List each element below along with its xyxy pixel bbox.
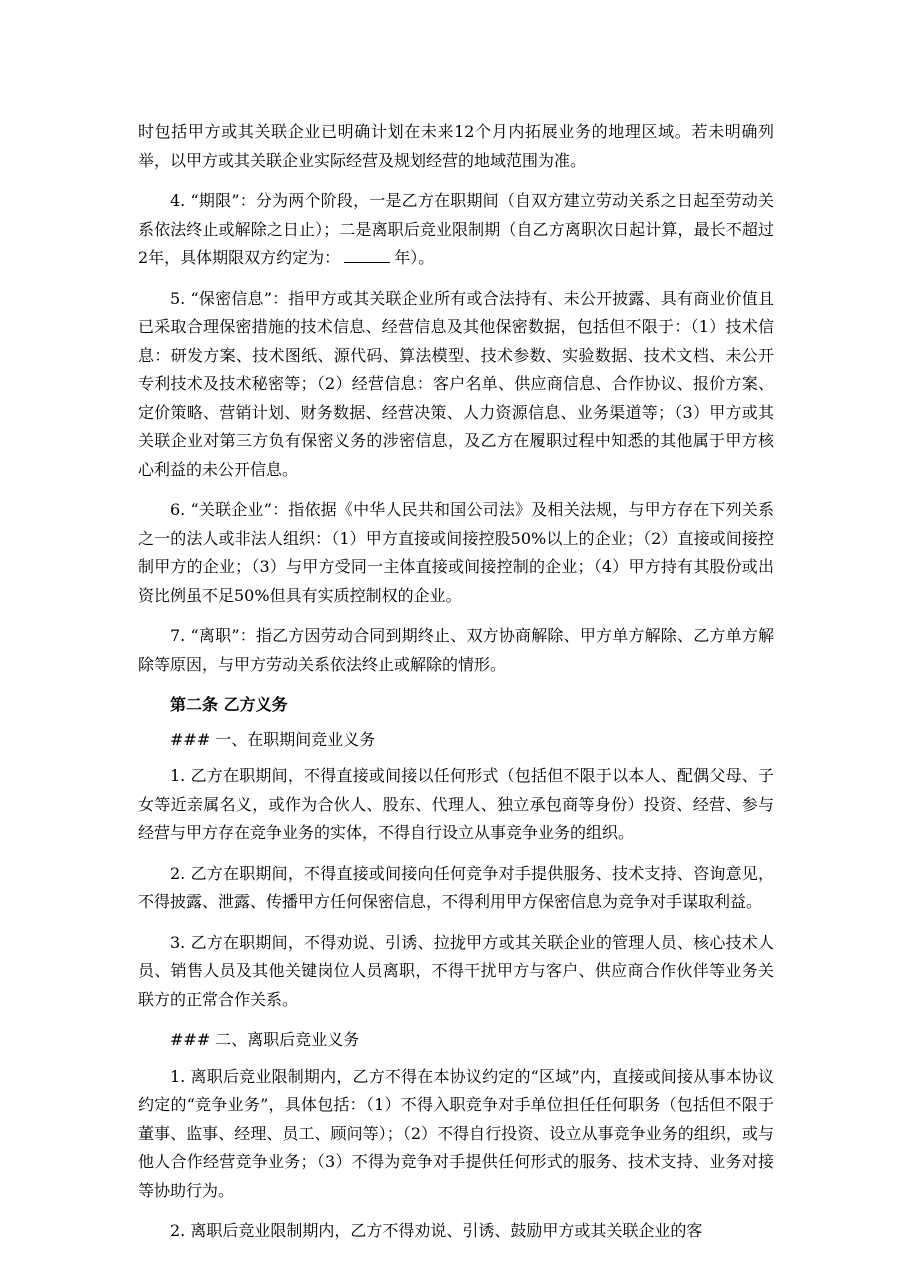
paragraph-post-employment-duty-1: 1. 离职后竞业限制期内，乙方不得在本协议约定的“区域”内，直接或间接从事本协议约定的“竞争业务”，具体包括：（1）不得入职竞争对手单位担任任何职务（包括但不限于董事、监事、经理、员工、顾问等）；（2）不得自行投资、设立从事竞争业务的组织，或与他人合作经营竞争业务；（3）不得为竞争对手提供任何形式的服务、技术支持、业务对接等协助行为。 xyxy=(138,1066,774,1200)
paragraph-resignation: 7. “离职”：指乙方因劳动合同到期终止、双方协商解除、甲方单方解除、乙方单方解除等原因，与甲方劳动关系依法终止或解除的情形。 xyxy=(138,626,774,674)
paragraph-employment-duty-1: 1. 乙方在职期间，不得直接或间接以任何形式（包括但不限于以本人、配偶父母、子女等近亲属名义，或作为合伙人、股东、代理人、独立承包商等身份）投资、经营、参与经营与甲方存在竞争业务的实体，不得自行设立从事竞争业务的组织。 xyxy=(138,766,774,842)
section-post-employment-heading: ### 二、离职后竞业义务 xyxy=(170,1030,360,1049)
paragraph-employment-duty-2: 2. 乙方在职期间，不得直接或间接向任何竞争对手提供服务、技术支持、咨询意见，不得披露、泄露、传播甲方任何保密信息，不得利用甲方保密信息为竞争对手谋取利益。 xyxy=(138,863,774,911)
paragraph-confidential-info: 5. “保密信息”：指甲方或其关联企业所有或合法持有、未公开披露、具有商业价值且已采取合理保密措施的技术信息、经营信息及其他保密数据，包括但不限于：（1）技术信息：研发方案、技术图纸、源代码、算法模型、技术参数、实验数据、技术文档、未公开专利技术及技术秘密等；（2）经营信息：客户名单、供应商信息、合作协议、报价方案、定价策略、营销计划、财务数据、经营决策、人力资源信息、业务渠道等；（3）甲方或其关联企业对第三方负有保密义务的涉密信息，及乙方在履职过程中知悉的其他属于甲方核心利益的未公开信息。 xyxy=(138,288,774,479)
paragraph-region-continuation: 时包括甲方或其关联企业已明确计划在未来12个月内拓展业务的地理区域。若未明确列举，以甲方或其关联企业实际经营及规划经营的地域范围为准。 xyxy=(138,122,774,170)
paragraph-employment-duty-3: 3. 乙方在职期间，不得劝说、引诱、拉拢甲方或其关联企业的管理人员、核心技术人员、销售人员及其他关键岗位人员离职，不得干扰甲方与客户、供应商合作伙伴等业务关联方的正常合作关系。 xyxy=(138,932,774,1009)
term-definition-suffix: 年）。 xyxy=(394,248,435,267)
term-definition-text: 4. “期限”：分为两个阶段，一是乙方在职期间（自双方建立劳动关系之日起至劳动关系依法终止或解除之日止）；二是离职后竞业限制期（自乙方离职次日起计算，最长不超过2年，具体期限双方约定为： xyxy=(138,191,774,267)
article-two-heading: 第二条 乙方义务 xyxy=(170,695,288,714)
term-years-blank[interactable] xyxy=(344,244,390,263)
paragraph-affiliated-enterprise: 6. “关联企业”：指依据《中华人民共和国公司法》及相关法规，与甲方存在下列关系之一的法人或非法人组织：（1）甲方直接或间接控股50%以上的企业；（2）直接或间接控制甲方的企业；（3）与甲方受同一主体直接或间接控制的企业；（4）甲方持有其股份或出资比例虽不足50%但具有实质控制权的企业。 xyxy=(138,500,774,605)
paragraph-post-employment-duty-2: 2. 离职后竞业限制期内，乙方不得劝说、引诱、鼓励甲方或其关联企业的客 xyxy=(170,1221,703,1240)
paragraph-term-definition xyxy=(138,187,774,273)
section-during-employment-heading: ### 一、在职期间竞业义务 xyxy=(170,729,376,749)
document-page xyxy=(138,118,774,1258)
